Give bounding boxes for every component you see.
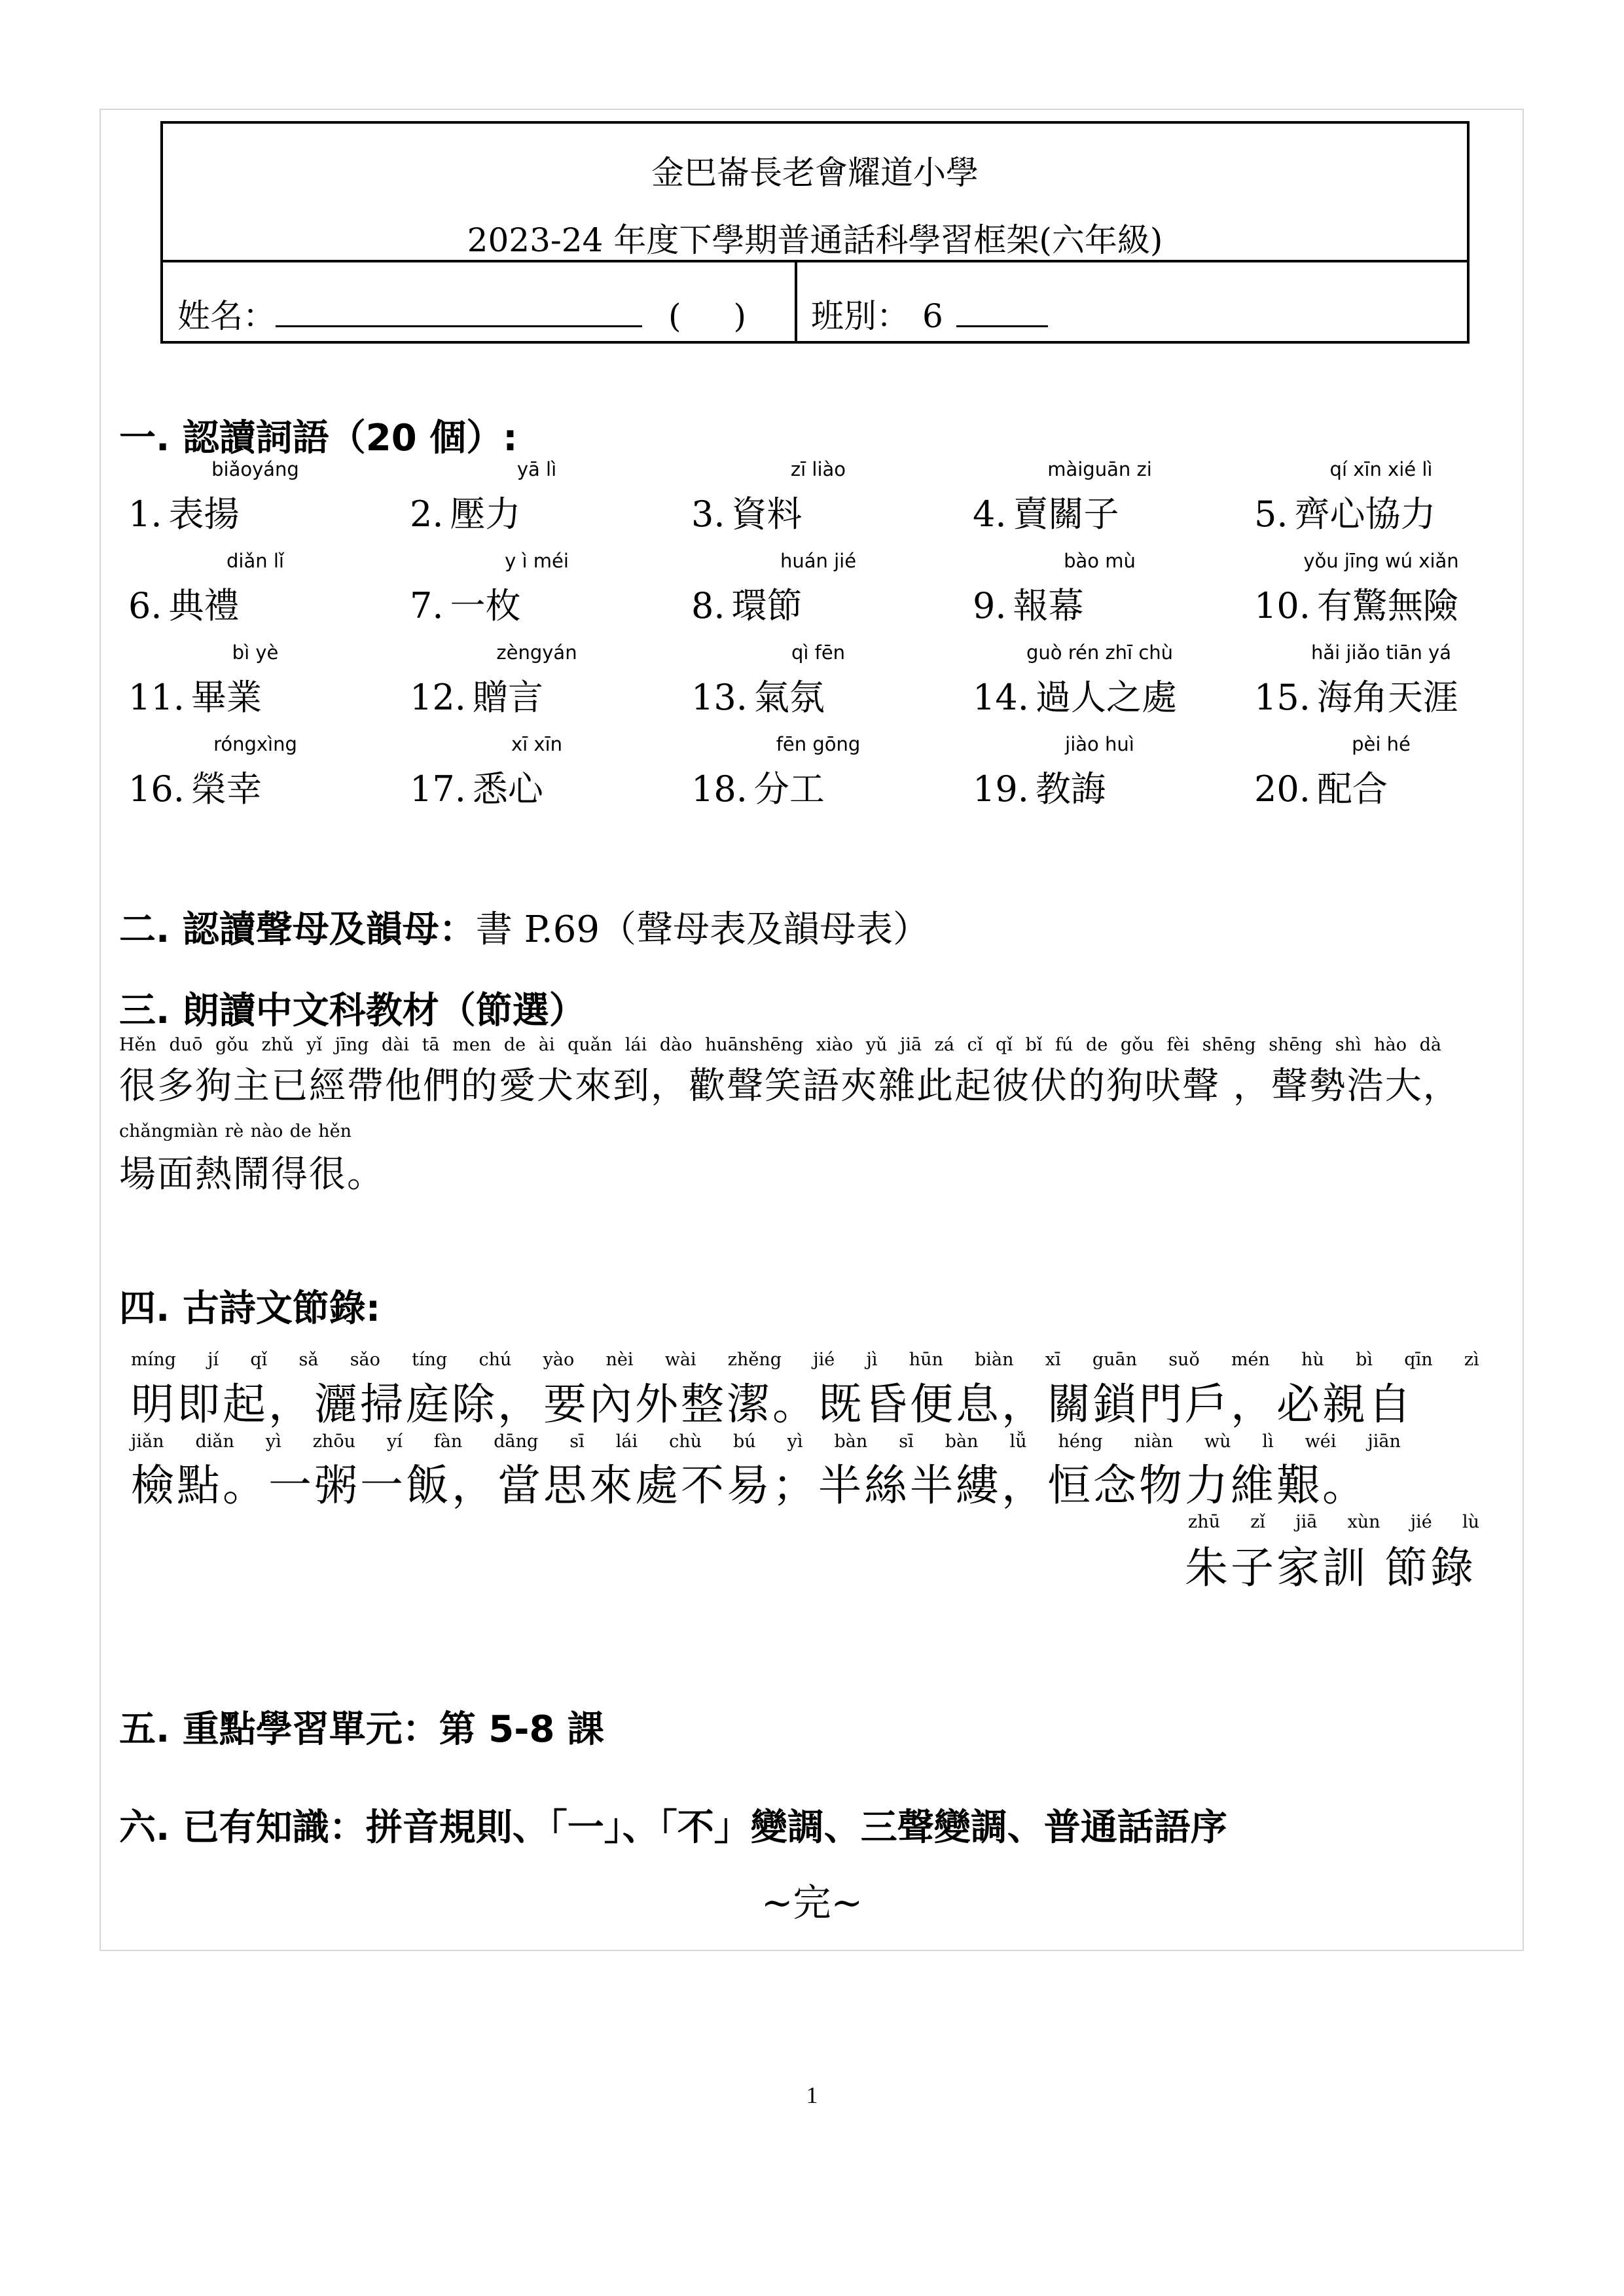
pinyin-syllable: yí [386,1431,403,1452]
vocab-word [973,761,1106,812]
pinyin-syllable: yǐ [306,1035,323,1055]
vocab-number: 6. [128,585,162,626]
pinyin-syllable: yì [787,1431,803,1452]
vocab-number: 11. [128,677,185,718]
vocab-number: 16. [128,768,185,810]
vocab-pinyin: zī liào [790,458,846,480]
vocab-word [128,670,262,720]
vocab-item [1250,641,1532,733]
vocab-row [124,550,1532,641]
vocab-word [691,670,825,720]
pinyin-syllable: sī [899,1431,914,1452]
vocab-text: 有驚無險 [1316,585,1458,626]
pinyin-syllable: bàn [945,1431,979,1452]
vocab-item [406,641,687,733]
pinyin-syllable: jiā [1295,1512,1318,1532]
pinyin-syllable: shì [1335,1035,1362,1055]
vocab-number: 12. [410,677,466,718]
pinyin-syllable: dào [659,1035,693,1055]
pinyin-syllable: gǒu [215,1035,249,1055]
vocab-item [969,733,1250,825]
class-value: 6 [922,297,943,335]
pinyin-syllable: zhǔ [261,1035,294,1055]
pinyin-syllable: tíng [412,1350,448,1370]
vocab-pinyin: hǎi jiǎo tiān yá [1310,641,1451,664]
section-4-heading: 四. 古詩文節錄: [119,1287,381,1330]
pinyin-syllable: héng [1058,1431,1103,1452]
vocab-number: 13. [691,677,748,718]
section-3-heading: 三. 朗讀中文科教材（節選） [119,990,586,1032]
vocab-word [128,578,240,628]
section-5-heading: 五. 重點學習單元：第 5-8 課 [119,1708,604,1751]
pinyin-syllable: lù [1462,1512,1479,1532]
vocab-word [691,578,803,628]
pinyin-syllable: jié [1410,1512,1432,1532]
section-3-text-line-1: 很多狗主已經帶他們的愛犬來到，歡聲笑語夾雜此起彼伏的狗吠聲 ，聲勢浩大， [119,1065,1461,1107]
pinyin-syllable: quǎn [568,1035,613,1055]
vocab-pinyin: yǒu jīng wú xiǎn [1303,550,1459,572]
vocab-text: 海角天涯 [1316,677,1458,718]
vocab-word [1254,670,1458,720]
pinyin-syllable: bú [732,1431,756,1452]
document-title: 2023-24 年度下學期普通話科學習框架(六年級) [467,221,1163,259]
vocab-item [969,458,1250,550]
pinyin-syllable: cǐ [967,1035,983,1055]
pinyin-syllable: lì [1262,1431,1274,1452]
pinyin-syllable: hù [1301,1350,1324,1370]
header-box [160,121,1470,344]
pinyin-syllable: hěn [318,1121,352,1141]
pinyin-syllable: xiào [816,1035,854,1055]
vocab-text: 賣關子 [1013,493,1119,535]
pinyin-syllable: dāng [494,1431,539,1452]
pinyin-syllable: nèi [605,1350,634,1370]
vocab-number: 20. [1254,768,1310,810]
name-label: 姓名： [177,297,276,335]
vocab-pinyin: jiào huì [1065,733,1134,755]
pinyin-syllable: xī [1045,1350,1061,1370]
pinyin-syllable: sǎ [298,1350,319,1370]
vocab-pinyin: fēn gōng [776,733,861,755]
end-mark: ~完~ [761,1880,863,1925]
pinyin-syllable: lái [624,1035,647,1055]
pinyin-syllable: sǎo [350,1350,380,1370]
vocab-pinyin: pèi hé [1352,733,1411,755]
vocab-row [124,458,1532,550]
vocab-text: 畢業 [190,677,262,718]
info-divider [795,262,797,341]
pinyin-syllable: chú [478,1350,512,1370]
school-name: 金巴崙長老會耀道小學 [651,154,979,192]
pinyin-syllable: de [1086,1035,1108,1055]
pinyin-syllable: wài [664,1350,696,1370]
class-label: 班別： [811,297,909,335]
pinyin-syllable: fàn [433,1431,463,1452]
vocab-text: 一枚 [450,585,521,626]
section-3-text-line-2: 場面熱鬧得很。 [119,1153,385,1196]
vocab-word [1254,486,1436,537]
pinyin-syllable: qīn [1404,1350,1433,1370]
section-3-pinyin-line-2 [119,1121,352,1141]
vocab-word [410,486,521,537]
vocab-pinyin: zèngyán [496,641,577,664]
pinyin-syllable: qǐ [250,1350,268,1370]
vocab-number: 2. [410,493,444,535]
pinyin-syllable: guān [1092,1350,1137,1370]
vocab-pinyin: y ì méi [505,550,569,572]
pinyin-syllable: zǐ [1250,1512,1266,1532]
vocab-item [1250,733,1532,825]
vocab-word [1254,761,1388,812]
vocab-number: 15. [1254,677,1310,718]
pinyin-syllable: yào [543,1350,575,1370]
vocab-number: 10. [1254,585,1310,626]
pinyin-syllable: shēng [1202,1035,1256,1055]
pinyin-syllable: bǐ [1025,1035,1043,1055]
vocab-text: 齊心協力 [1294,493,1436,535]
pinyin-syllable: qǐ [995,1035,1013,1055]
vocab-pinyin: róngxìng [213,733,297,755]
pinyin-syllable: biàn [975,1350,1014,1370]
vocab-grid [124,458,1532,825]
vocab-text: 教誨 [1035,768,1106,810]
vocab-number: 4. [973,493,1007,535]
vocab-number: 17. [410,768,466,810]
pinyin-syllable: dà [1419,1035,1441,1055]
vocab-number: 1. [128,493,162,535]
vocab-pinyin: huán jié [780,550,857,572]
pinyin-syllable: jiā [899,1035,922,1055]
pinyin-syllable: mén [1231,1350,1270,1370]
vocab-number: 9. [973,585,1007,626]
vocab-pinyin: qì fēn [791,641,846,664]
pinyin-syllable: dài [382,1035,410,1055]
page-number: 1 [806,2082,818,2108]
pinyin-syllable: chù [669,1431,702,1452]
pinyin-syllable: hào [1374,1035,1407,1055]
pinyin-syllable: nào [250,1121,283,1141]
vocab-number: 18. [691,768,748,810]
vocab-row [124,641,1532,733]
pinyin-syllable: sī [569,1431,585,1452]
pinyin-syllable: bàn [834,1431,868,1452]
vocab-word [973,486,1119,537]
pinyin-syllable: lǚ [1009,1431,1027,1452]
vocab-text: 悉心 [472,768,543,810]
pinyin-syllable: míng [131,1350,176,1370]
vocab-pinyin: biǎoyáng [211,458,299,480]
vocab-pinyin: màiguān zi [1047,458,1152,480]
vocab-item [124,733,406,825]
vocab-item [406,733,687,825]
vocab-item [124,641,406,733]
pinyin-syllable: yǔ [865,1035,888,1055]
vocab-number: 14. [973,677,1029,718]
section-3-pinyin-line-1 [119,1035,1441,1055]
section-4-attribution-pinyin [1188,1512,1479,1532]
vocab-text: 贈言 [472,677,543,718]
pinyin-syllable: jīng [334,1035,369,1055]
vocab-item [969,641,1250,733]
pinyin-syllable: men [452,1035,492,1055]
pinyin-syllable: jié [813,1350,835,1370]
section-4-text-line-1: 明即起，灑掃庭除，要內外整潔。既昏便息，關鎖門戶，必親自 [131,1379,1414,1429]
vocab-text: 配合 [1316,768,1388,810]
vocab-number: 3. [691,493,725,535]
section-4-pinyin-line-1 [131,1350,1479,1370]
pinyin-syllable: wù [1204,1431,1231,1452]
vocab-text: 榮幸 [190,768,262,810]
pinyin-syllable: lái [615,1431,638,1452]
vocab-text: 壓力 [450,493,521,535]
pinyin-syllable: Hěn [119,1035,156,1055]
pinyin-syllable: zhěng [727,1350,782,1370]
vocab-word [691,486,803,537]
vocab-item [124,458,406,550]
name-field [177,290,746,337]
vocab-word [128,486,240,537]
vocab-word [128,761,262,812]
pinyin-syllable: zì [1464,1350,1479,1370]
vocab-word [1254,578,1458,628]
pinyin-syllable: wéi [1305,1431,1337,1452]
vocab-item [1250,550,1532,641]
name-blank [276,295,642,328]
class-blank [956,295,1048,328]
vocab-pinyin: yā lì [516,458,557,480]
vocab-pinyin: qí xīn xié lì [1329,458,1433,480]
pinyin-syllable: yì [265,1431,281,1452]
vocab-word [410,578,521,628]
class-field [811,290,1048,337]
pinyin-syllable: shēng [1269,1035,1323,1055]
vocab-text: 報幕 [1013,585,1084,626]
vocab-text: 表揚 [168,493,240,535]
number-paren-close: ) [733,297,747,335]
vocab-number: 19. [973,768,1029,810]
section-2-text: 書 P.69（聲母表及韻母表） [475,908,929,951]
section-4-text-line-2: 檢點。一粥一飯，當思來處不易；半絲半縷，恒念物力維艱。 [131,1460,1368,1511]
pinyin-syllable: ài [538,1035,555,1055]
vocab-number: 8. [691,585,725,626]
pinyin-syllable: fú [1055,1035,1074,1055]
pinyin-syllable: jì [866,1350,878,1370]
vocab-number: 5. [1254,493,1288,535]
vocab-item [406,458,687,550]
pinyin-syllable: de [503,1035,526,1055]
section-6-heading: 六. 已有知識：拼音規則、「一」、「不」變調、三聲變調、普通話語序 [119,1806,1227,1849]
pinyin-syllable: rè [225,1121,244,1141]
vocab-row [124,733,1532,825]
vocab-text: 環節 [731,585,803,626]
pinyin-syllable: jí [208,1350,219,1370]
number-paren-open: ( [668,297,681,335]
pinyin-syllable: zá [934,1035,954,1055]
pinyin-syllable: niàn [1134,1431,1173,1452]
vocab-text: 分工 [753,768,825,810]
vocab-word [973,578,1084,628]
student-info-row [163,260,1467,341]
pinyin-syllable: zhōu [312,1431,355,1452]
vocab-pinyin: bào mù [1064,550,1136,572]
section-4-attribution: 朱子家訓 節錄 [1185,1543,1476,1593]
pinyin-syllable: xùn [1347,1512,1380,1532]
vocab-text: 過人之處 [1035,677,1177,718]
vocab-pinyin: diǎn lǐ [226,550,284,572]
vocab-text: 資料 [731,493,803,535]
vocab-word [410,670,543,720]
vocab-pinyin: bì yè [232,641,279,664]
pinyin-syllable: gǒu [1120,1035,1154,1055]
pinyin-syllable: duō [169,1035,203,1055]
pinyin-syllable: jiān [1367,1431,1401,1452]
pinyin-syllable: zhū [1188,1512,1221,1532]
pinyin-syllable: suǒ [1168,1350,1200,1370]
vocab-item [687,641,969,733]
vocab-text: 氣氛 [753,677,825,718]
section-4-pinyin-line-2 [131,1431,1401,1452]
section-2-title: 二. 認讀聲母及韻母： [119,908,476,951]
pinyin-syllable: de [289,1121,312,1141]
vocab-item [124,550,406,641]
section-2-heading [119,901,929,953]
vocab-item [687,733,969,825]
pinyin-syllable: hūn [909,1350,943,1370]
vocab-item [687,458,969,550]
vocab-item [406,550,687,641]
pinyin-syllable: tā [422,1035,440,1055]
pinyin-syllable: huānshēng [705,1035,804,1055]
pinyin-syllable: jiǎn [131,1431,164,1452]
vocab-word [973,670,1177,720]
pinyin-syllable: diǎn [195,1431,234,1452]
vocab-item [1250,458,1532,550]
pinyin-syllable: bì [1356,1350,1373,1370]
vocab-text: 典禮 [168,585,240,626]
section-1-heading: 一. 認讀詞語（20 個）: [119,417,518,459]
pinyin-syllable: chǎngmiàn [119,1121,219,1141]
vocab-word [410,761,543,812]
vocab-item [969,550,1250,641]
vocab-item [687,550,969,641]
vocab-pinyin: guò rén zhī chù [1026,641,1174,664]
pinyin-syllable: fèi [1166,1035,1190,1055]
vocab-number: 7. [410,585,444,626]
vocab-pinyin: xī xīn [511,733,563,755]
vocab-word [691,761,825,812]
